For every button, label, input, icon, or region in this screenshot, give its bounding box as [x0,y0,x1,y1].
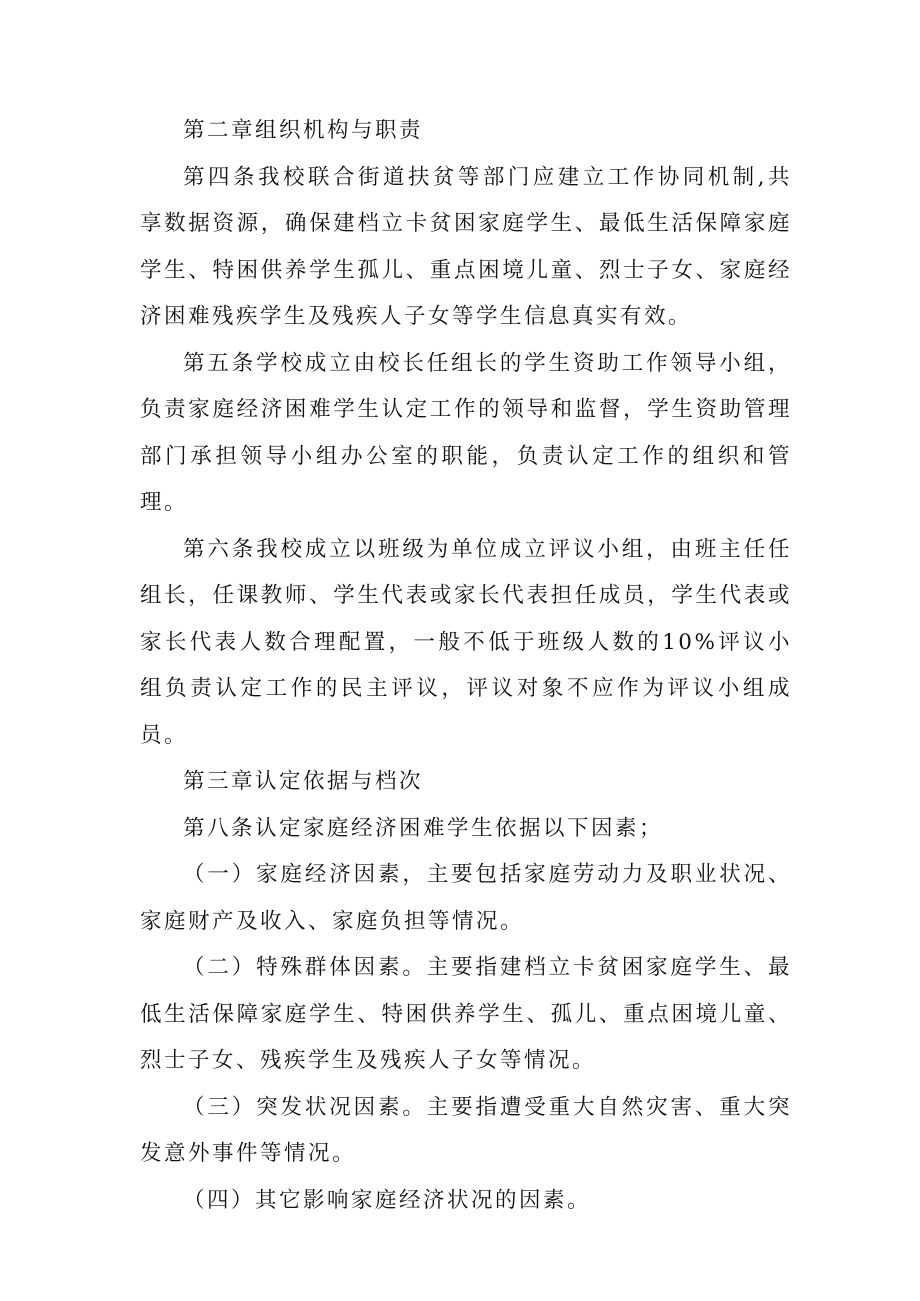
article-paragraph: 第四条我校联合街道扶贫等部门应建立工作协同机制,共享数据资源，确保建档立卡贫困家庭学生、最低生活保障家庭学生、特困供养学生孤儿、重点困境儿童、烈士子女、家庭经济困难残疾学生及残疾人子女等学生信息真实有效。 [140,164,792,329]
article-paragraph: 第五条学校成立由校长任组长的学生资助工作领导小组，负责家庭经济困难学生认定工作的领导和监督，学生资助管理部门承担领导小组办公室的职能，负责认定工作的组织和管理。 [140,350,792,515]
chapter-heading: 第三章认定依据与档次 [183,769,424,794]
chapter-heading: 第二章组织机构与职责 [183,118,424,143]
list-item: （三）突发状况因素。主要指遭受重大自然灾害、重大突发意外事件等情况。 [140,1094,792,1166]
list-item: （一）家庭经济因素，主要包括家庭劳动力及职业状况、家庭财产及收入、家庭负担等情况。 [140,862,792,934]
list-item: （四）其它影响家庭经济状况的因素。 [183,1187,592,1213]
document-body [140,108,792,1224]
article-paragraph: 第八条认定家庭经济困难学生依据以下因素； [183,815,664,841]
article-paragraph: 第六条我校成立以班级为单位成立评议小组，由班主任任组长，任课教师、学生代表或家长代表担任成员，学生代表或家长代表人数合理配置，一般不低于班级人数的10%评议小组负责认定工作的民主评议，评议对象不应作为评议小组成员。 [140,536,792,748]
list-item: （二）特殊群体因素。主要指建档立卡贫困家庭学生、最低生活保障家庭学生、特困供养学生、孤儿、重点困境儿童、烈士子女、残疾学生及残疾人子女等情况。 [140,955,792,1073]
